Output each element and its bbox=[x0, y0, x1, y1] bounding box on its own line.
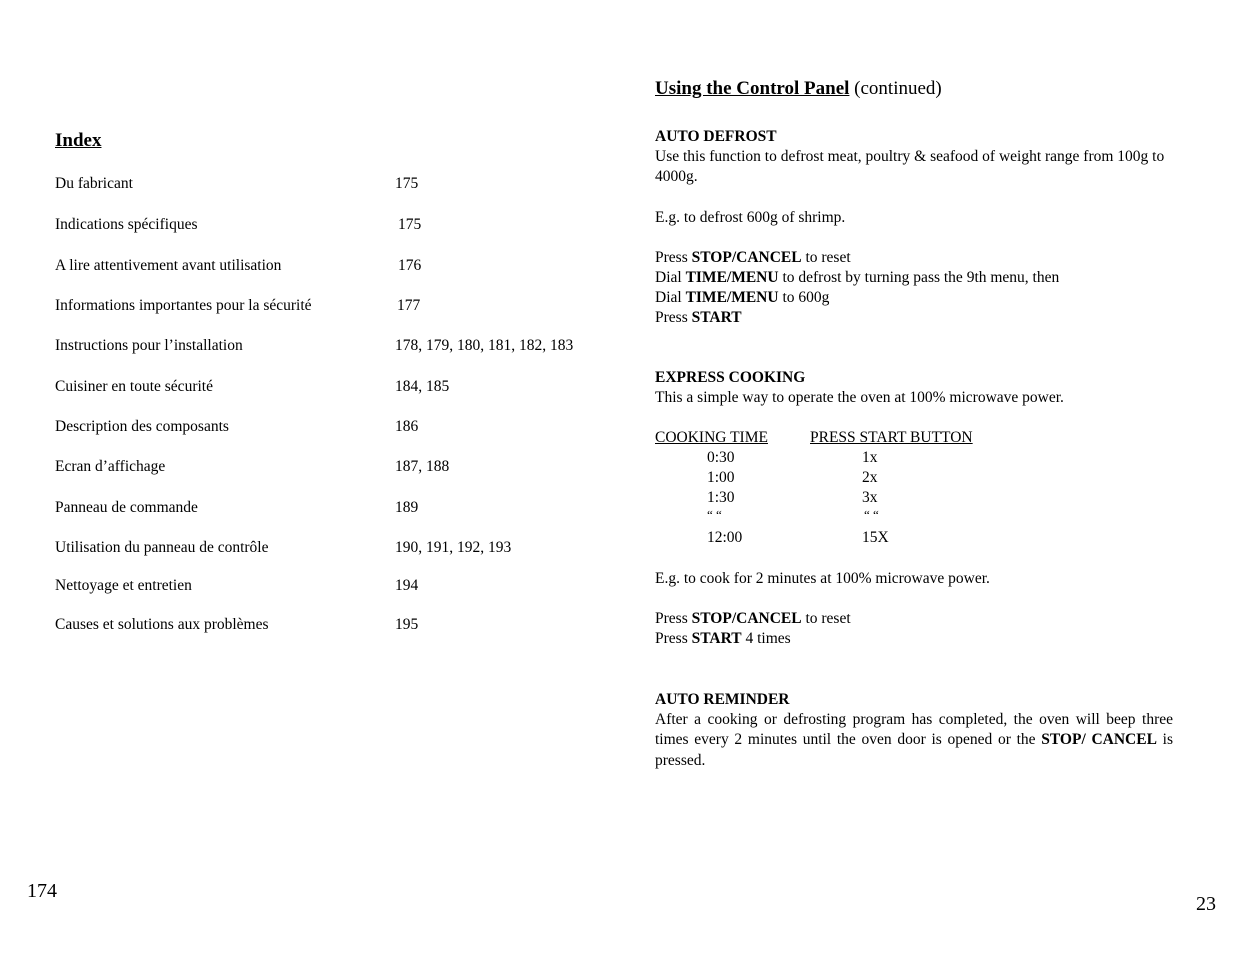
section-heading: EXPRESS COOKING bbox=[655, 369, 806, 386]
step-pre: Dial bbox=[655, 289, 686, 307]
table-cell: “ “ bbox=[864, 507, 879, 522]
step-pre: Press bbox=[655, 248, 692, 266]
page-number: 174 bbox=[27, 880, 57, 902]
reminder-text-pre: After a cooking or defrosting program has completed, the oven will beep three times every 2 minutes until the oven door is opened or the bbox=[655, 711, 1173, 749]
index-entry-label: Ecran d’affichage bbox=[55, 458, 166, 475]
table-cell: 2x bbox=[862, 469, 878, 486]
step-key: START bbox=[691, 309, 742, 327]
index-entry-pages: 184, 185 bbox=[395, 378, 450, 395]
step-post: to defrost by turning pass the 9th menu, then bbox=[778, 269, 1060, 287]
table-row bbox=[655, 508, 1055, 528]
page-title bbox=[655, 78, 942, 100]
step-post: to reset bbox=[801, 248, 851, 266]
index-entry-pages: 190, 191, 192, 193 bbox=[395, 539, 512, 556]
step-key: TIME/MENU bbox=[685, 289, 779, 307]
step-pre: Press bbox=[655, 630, 692, 648]
table-cell: 0:30 bbox=[707, 449, 735, 466]
example-text: E.g. to cook for 2 minutes at 100% microwave power. bbox=[655, 570, 990, 587]
index-entry-label: Informations importantes pour la sécurité bbox=[55, 297, 312, 314]
index-entry-label: Nettoyage et entretien bbox=[55, 577, 192, 594]
instruction-step bbox=[655, 308, 1173, 328]
step-pre: Press bbox=[655, 309, 692, 327]
page-number: 23 bbox=[1196, 893, 1216, 915]
index-entry-pages: 187, 188 bbox=[395, 458, 450, 475]
index-entry-pages: 178, 179, 180, 181, 182, 183 bbox=[395, 337, 574, 354]
section-heading: AUTO REMINDER bbox=[655, 691, 790, 708]
step-post: 4 times bbox=[741, 630, 791, 648]
index-entry-label: Description des composants bbox=[55, 418, 229, 435]
express-cooking-example bbox=[655, 569, 1173, 650]
index-entry-label: Du fabricant bbox=[55, 175, 133, 192]
index-entry-pages: 177 bbox=[397, 297, 421, 314]
reminder-text-post: is pressed. bbox=[655, 731, 1173, 769]
table-row bbox=[655, 528, 1055, 548]
left-page bbox=[0, 0, 617, 954]
step-key: STOP/CANCEL bbox=[691, 248, 802, 266]
right-page bbox=[617, 0, 1235, 954]
step-key: STOP/CANCEL bbox=[691, 610, 802, 628]
index-title: Index bbox=[55, 130, 102, 151]
instruction-step bbox=[655, 288, 1173, 308]
instruction-step bbox=[655, 248, 1173, 268]
step-key: TIME/MENU bbox=[685, 269, 779, 287]
index-entry-pages: 194 bbox=[395, 577, 419, 594]
page-title-main: Using the Control Panel bbox=[655, 78, 850, 99]
column-header-cooking-time: COOKING TIME bbox=[655, 429, 768, 446]
table-cell: 1x bbox=[862, 449, 878, 466]
index-entry-label: Indications spécifiques bbox=[55, 216, 198, 233]
step-key: START bbox=[691, 630, 742, 648]
table-cell: 1:30 bbox=[707, 489, 735, 506]
section-description: This a simple way to operate the oven at 100% microwave power. bbox=[655, 389, 1064, 407]
auto-defrost-section bbox=[655, 127, 1173, 329]
index-entry-label: Utilisation du panneau de contrôle bbox=[55, 539, 269, 556]
index-entry-pages: 186 bbox=[395, 418, 419, 435]
auto-reminder-section bbox=[655, 690, 1173, 771]
example-text: E.g. to defrost 600g of shrimp. bbox=[655, 208, 846, 226]
section-description: Use this function to defrost meat, poultry & seafood of weight range from 100g to 4000g. bbox=[655, 148, 1165, 186]
instruction-step bbox=[655, 629, 1173, 649]
reminder-text-key: STOP/ CANCEL bbox=[1041, 731, 1157, 749]
table-cell: 1:00 bbox=[707, 469, 735, 486]
step-post: to reset bbox=[801, 610, 851, 628]
index-entry-pages: 175 bbox=[395, 175, 419, 192]
step-pre: Press bbox=[655, 610, 692, 628]
table-cell: “ “ bbox=[707, 507, 722, 522]
section-heading: AUTO DEFROST bbox=[655, 128, 777, 145]
table-row bbox=[655, 448, 1055, 468]
index-entry-pages: 176 bbox=[398, 257, 422, 274]
table-row bbox=[655, 468, 1055, 488]
step-pre: Dial bbox=[655, 269, 686, 287]
step-post: to 600g bbox=[778, 289, 830, 307]
page-title-suffix: (continued) bbox=[849, 78, 942, 99]
index-entry-label: Causes et solutions aux problèmes bbox=[55, 616, 269, 633]
index-entry-label: Cuisiner en toute sécurité bbox=[55, 378, 213, 395]
instruction-step bbox=[655, 268, 1173, 288]
table-cell: 12:00 bbox=[707, 529, 743, 546]
index-entry-pages: 175 bbox=[398, 216, 422, 233]
table-row bbox=[655, 488, 1055, 508]
index-entry-pages: 195 bbox=[395, 616, 419, 633]
table-cell: 3x bbox=[862, 489, 878, 506]
column-header-press-start: PRESS START BUTTON bbox=[810, 429, 973, 446]
section-description bbox=[655, 710, 1173, 771]
index-entry-pages: 189 bbox=[395, 499, 419, 516]
index-entry-label: Instructions pour l’installation bbox=[55, 337, 243, 354]
index-entry-label: Panneau de commande bbox=[55, 499, 198, 516]
instruction-step bbox=[655, 609, 1173, 629]
express-cooking-section bbox=[655, 368, 1173, 408]
table-cell: 15X bbox=[862, 529, 889, 546]
index-entry-label: A lire attentivement avant utilisation bbox=[55, 257, 282, 274]
table-header bbox=[655, 428, 1055, 448]
cooking-time-table bbox=[655, 428, 1055, 548]
